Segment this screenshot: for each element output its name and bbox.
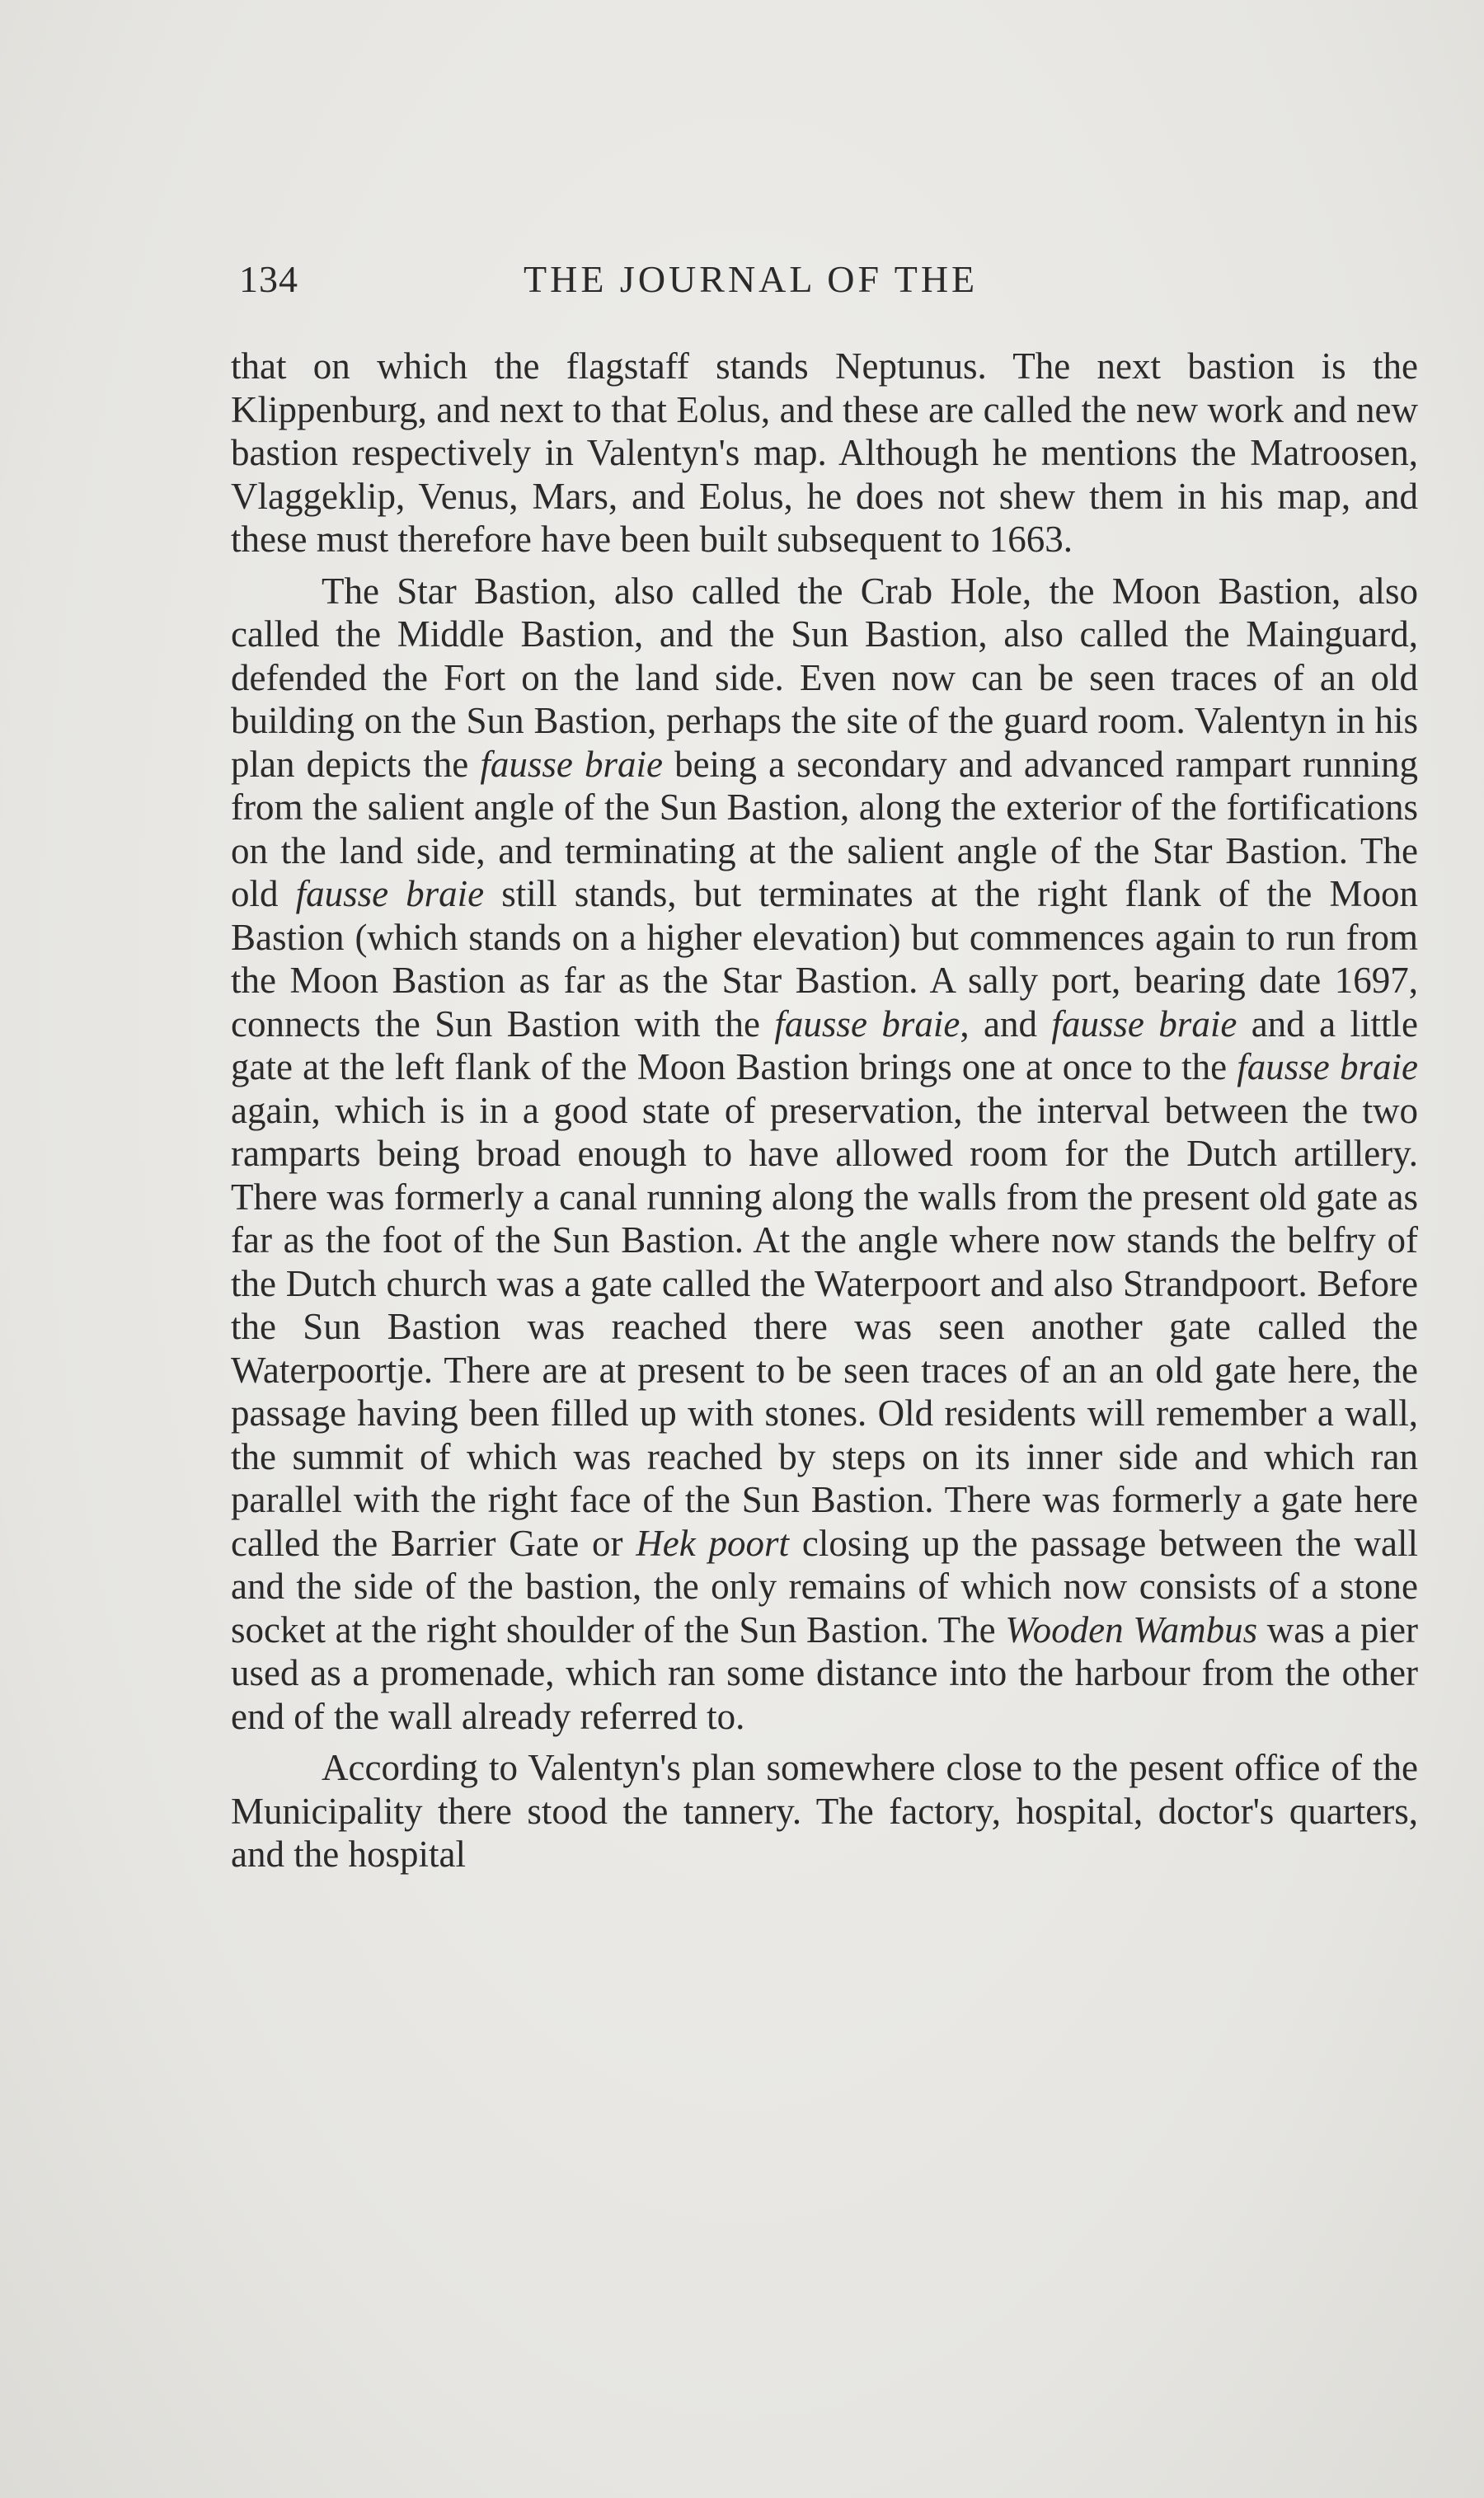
text-segment: that on which the flagstaff stands Neptunus. The next bastion is the Klippenburg, and next to that Eolus, and these are called the new work and new bastion respectively in Valentyn's map. Although he mentions the Matroosen, Vlaggeklip, Venus, Mars, and Eolus, he does not shew them in his map, and these must therefore have been built subsequent to 1663. (231, 345, 1418, 560)
italic-term: fausse braie (295, 873, 485, 914)
text-segment: closing up the passage between the wall and the side of the bastion, the only remains of which now consists of a stone socket at the right shoulder of the Sun Bastion. The (231, 1522, 1418, 1650)
text-segment: was a pier used as a promenade, which ran some distance into the harbour from the other end of the wall already referred to. (231, 1608, 1418, 1737)
italic-term: fausse braie (1237, 1046, 1418, 1087)
page-header (239, 247, 1142, 313)
paragraph (231, 570, 1418, 1739)
italic-term: Hek poort (636, 1522, 790, 1564)
text-segment: and a little gate at the left flank of the Moon Bastion brings one at once to the (231, 1002, 1418, 1087)
text-segment: again, which is in a good state of preservation, the interval between the two ramparts being broad enough to have allowed room for the Dutch artillery. There was formerly a canal running along the walls from the present old gate as far as the foot of the Sun Bastion. At the angle where now stands the belfry of the Dutch church was a gate called the Waterpoort and also Strandpoort. Before the Sun Bastion was reached there was seen another gate called the Waterpoortje. There are at present to be seen traces of an an old gate here, the passage having been filled up with stones. Old residents will remember a wall, the summit of which was reached by steps on its inner side and which ran parallel with the right face of the Sun Bastion. There was formerly a gate here called the Barrier Gate or (231, 1089, 1418, 1564)
italic-term: fausse braie (1051, 1002, 1237, 1045)
running-title: THE JOURNAL OF THE (524, 258, 979, 300)
text-segment: still stands, but terminates at the right flank of the Moon Bastion (which stands on a higher elevation) but commences again to run from the Moon Bastion as far as the Star Bastion. A sally port, bearing date 1697, connects the Sun Bastion with the (231, 873, 1418, 1045)
text-segment: According to Valentyn's plan somewhere close to the pesent office of the Municipality there stood the tannery. The factory, hospital, doctor's quarters, and the hospital (231, 1747, 1418, 1875)
text-segment: The Star Bastion, also called the Crab Hole, the Moon Bastion, also called the Middle Bastion, and the Sun Bastion, also called the Mainguard, defended the Fort on the land side. Even now can be seen traces of an old building on the Sun Bastion, perhaps the site of the guard room. Valentyn in his plan depicts the (231, 570, 1418, 785)
italic-term: Wooden Wambus (1005, 1608, 1258, 1650)
italic-term: fausse braie (774, 1002, 960, 1045)
text-segment: , and (960, 1002, 1052, 1045)
italic-term: fausse braie (480, 743, 663, 785)
page-number: 134 (239, 258, 298, 300)
paragraph (231, 345, 1418, 561)
paragraph (231, 1746, 1418, 1876)
body-text (231, 345, 1418, 1876)
text-segment: being a secondary and advanced rampart running from the salient angle of the Sun Bastion, along the exterior of the fortifications on the land side, and terminating at the salient angle of the Star Bastion. The old (231, 743, 1418, 914)
